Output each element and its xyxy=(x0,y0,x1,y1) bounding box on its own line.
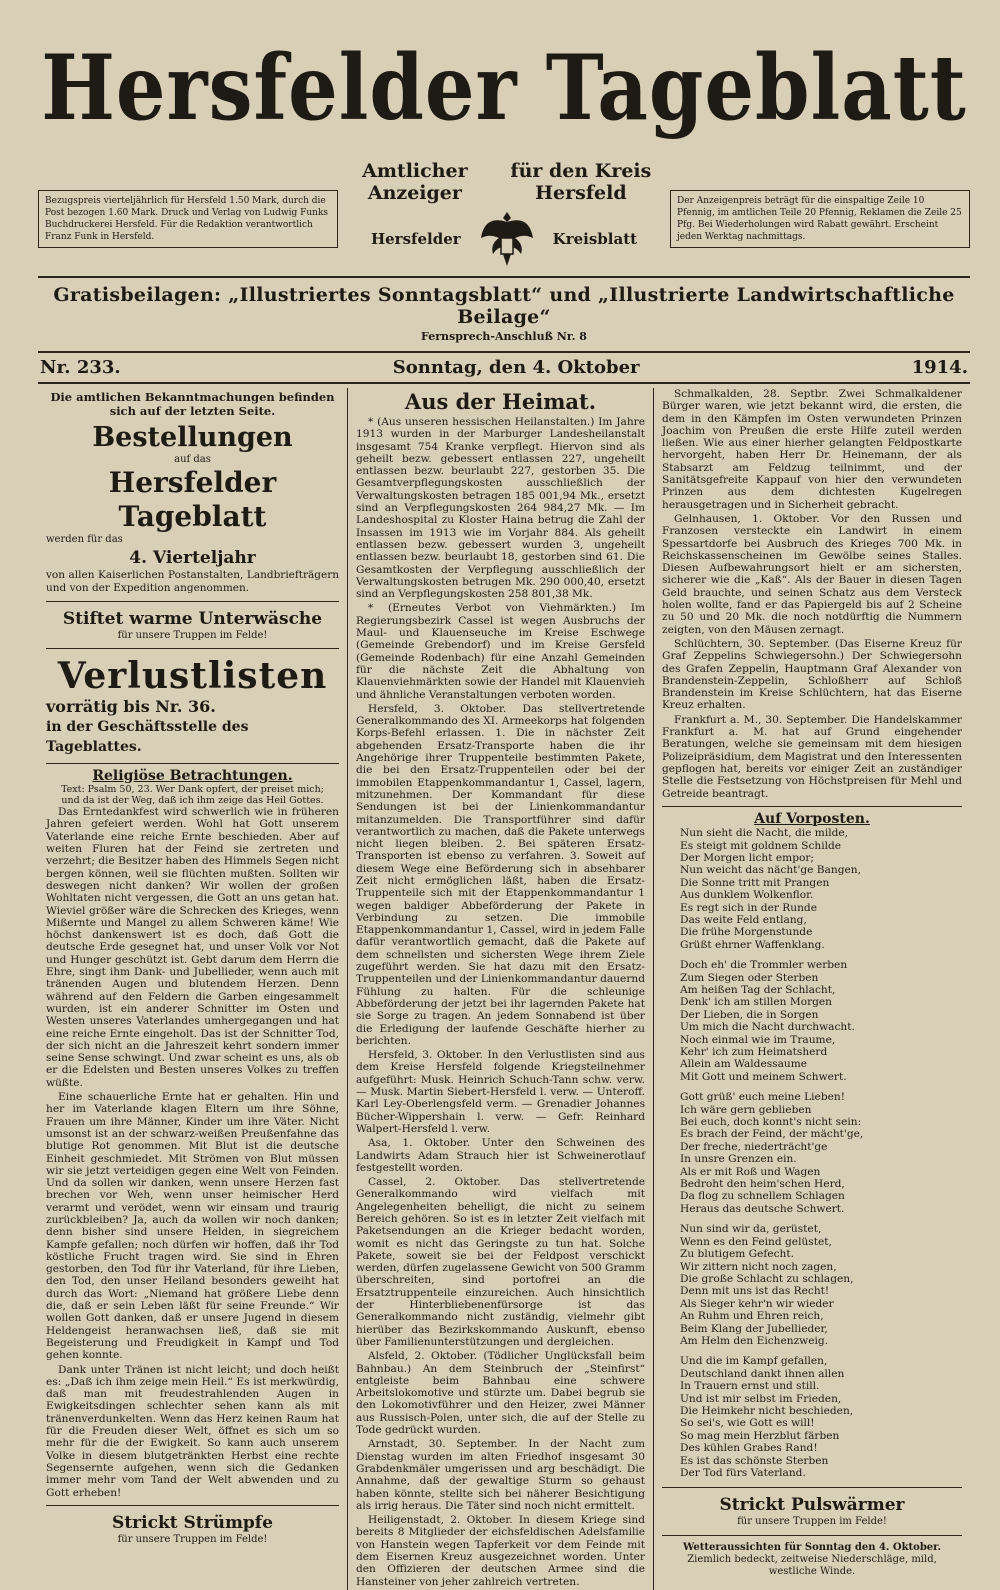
poem-stanza: Nun sind wir da, gerüstet, Wenn es den Feind gelüstet, Zu blutigem Gefecht. Wir zittern nicht noch zagen, Die große Schlacht zu schlagen, Denn mit uns ist das Recht! Als Sieger kehr'n wir wieder An Ruhm und Ehren reich, Beim Klang der Jubellieder, Am Helm den Eichenzweig. xyxy=(680,1223,854,1347)
dateline xyxy=(38,351,970,384)
order-note: von allen Kaiserlichen Postanstalten, Landbriefträgern und von der Expedition angenommen. xyxy=(46,568,339,594)
poem-stanza: Und die im Kampf gefallen, Deutschland dankt ihnen allen In Trauern ernst und still. Und ist mir selbst im Frieden, Die Heimkehr nicht beschieden, So sei's, wie Gott es will! So mag mein Herzblut färben Des kühlen Grabes Rand! Es ist das schönste Sterben Der Tod fürs Vaterland. xyxy=(680,1355,854,1479)
bestellungen-heading: Bestellungen xyxy=(92,422,293,453)
religion-paragraph: Das Erntedankfest wird schwerlich wie in früheren Jahren gefeiert werden. Wohl hat Gott unserem Vaterlande eine reiche Ernte beschieden. Aber auf weiten Fluren hat der Feind sie zertreten und verzehrt; die Besitzer haben des Himmels Segen nicht bergen können, weil sie flüchten mußten. Sollten wir deswegen nicht danken? Wir wollen der großen Wohltaten nicht vergessen, die Gott an uns getan hat. Wieviel größer wäre die Schrecken des Krieges, wenn Mißernte und Mangel zu allem Schweren käme! Wie höchst dankenswert ist es doch, daß Gott die deutsche Erde gesegnet hat, und unser Volk vor Not und Hunger geschützt ist. Gebt darum dem Herrn die Ehre, singt ihm Dank- und Jubellieder, wenn auch mit tränenden Augen und blutendem Herzen. Denn während auf den Feldern die Garben eingesammelt wurden, ist ein anderer Schnitter im Osten und Westen unseres Vaterlandes umhergegangen und hat eine reiche Ernte eingeholt. Das ist der Schnitter Tod, der sich nicht an die Jahreszeit kehrt sondern immer seine Sense schwingt. Und zwar scheint es uns, als ob er die Edelsten und Besten unseres Volkes zu treffen wüßte. xyxy=(46,806,339,1089)
auf-das-text: auf das xyxy=(174,454,211,465)
supplements-line: Gratisbeilagen: „Illustriertes Sonntagsblatt“ und „Illustrierte Landwirtschaftliche Beilage“ xyxy=(53,284,955,328)
poem-stanza: Gott grüß' euch meine Lieben! Ich wäre gern geblieben Bei euch, doch konnt's nicht sein: Es brach der Feind, der mächt'ge, Der freche, niederträcht'ge In unsre Grenzen ein. Als er mit Roß und Wagen Bedroht den heim'schen Herd, Da flog zu schnellem Schlagen Heraus das deutsche Schwert. xyxy=(680,1091,864,1215)
subscription-box: Bezugspreis vierteljährlich für Hersfeld 1.50 Mark, durch die Post bezogen 1.60 Mark. Druck und Verlag von Ludwig Funks Buchdruckerei Hersfeld. Für die Redaktion verantwortlich Franz Funk in Hersfeld. xyxy=(38,190,338,248)
divider xyxy=(662,1487,962,1488)
heimat-heading: Aus der Heimat. xyxy=(404,389,597,414)
news-paragraph: Gelnhausen, 1. Oktober. Vor den Russen und Franzosen versteckte ein Landwirt in einem Spessartdorfe bei Ausbruch des Krieges 700 Mk. in Reichskassenscheinen im Gewölbe seines Stalles. Diesen Aufbewahrungsort hielt er am sichersten, sicherer wie die „Kaß“. Als der Bauer in diesen Tagen Geld brauchte, und seinen Schatz aus dem Versteck holen wollte, fand er das Papiergeld bis auf 2 Scheine zu 50 und 20 Mk. die noch notdürftig die Nummern zeigten, von den Mäusen zernagt. xyxy=(662,512,962,636)
religion-heading: Religiöse Betrachtungen. xyxy=(92,767,293,784)
religion-verse: Text: Psalm 50, 23. Wer Dank opfert, der preiset mich; und da ist der Weg, daß ich ihm zeige das Heil Gottes. xyxy=(61,784,324,807)
eagle-icon xyxy=(479,208,535,270)
stiftet-heading: Stiftet warme Unterwäsche xyxy=(62,608,323,629)
eagle-right-label: Kreisblatt xyxy=(552,230,638,248)
news-paragraph: Schlüchtern, 30. September. (Das Eiserne Kreuz für Graf Zeppelins Schwiegersohn.) Der Schwiegersohn des Grafen Zeppelin, Hauptmann Graf Alexander von Brandenstein-Zeppelin, Schloßherr auf Schloß Brandenstein im Kreise Schlüchtern, hat das Eiserne Kreuz erhalten. xyxy=(662,637,962,712)
subhead-center xyxy=(338,160,670,270)
poem-heading: Auf Vorposten. xyxy=(754,810,870,827)
tageblatt-heading: Hersfelder Tageblatt xyxy=(108,466,277,534)
divider xyxy=(662,1535,962,1536)
strickt-pulswaermer-heading: Strickt Pulswärmer xyxy=(719,1495,905,1516)
issue-year: 1914. xyxy=(911,357,968,378)
news-paragraph: Heiligenstadt, 2. Oktober. In diesem Kriege sind bereits 8 Mitglieder der eichsfeldischen Adelsfamilie von Hanstein wegen Tapferkeit vor dem Feinde mit dem Eisernen Kreuz ausgezeichnet worden. Unter den Offizieren der deutschen Armee sind die Hansteiner von jeher zahlreich vertreten. xyxy=(356,1514,645,1588)
column-3 xyxy=(654,388,970,1590)
vorraetig-line: vorrätig bis Nr. 36. xyxy=(46,696,216,716)
subtitle-left: Amtlicher Anzeiger xyxy=(362,160,468,204)
religion-paragraph: Dank unter Tränen ist nicht leicht; und doch heißt es: „Daß ich ihm zeige mein Heil.“ Es ist merkwürdig, daß man mit freudestrahlenden Augen in Ewigkeitsdingen schlechter sehen kann als mit tränenverdunkelten. Wenn das Herz keinen Raum hat für die Freuden dieser Welt, öffnet es sich um so mehr für die der Ewigkeit. So kann auch unserem Volke in diesem blutgetränkten Herbst eine rechte Segensernte aufgehen, wenn sich die Gedanken immer mehr vom Tand der Welt abwenden und zu Gott erheben! xyxy=(46,1363,339,1499)
troops-note-2: für unsere Truppen im Felde! xyxy=(117,1533,268,1545)
religion-paragraph: Eine schauerliche Ernte hat er gehalten. Hin und her im Vaterlande klagen Eltern um ihre Söhne, Frauen um ihre Männer, Kinder um ihre Väter. Nicht umsonst ist an der schwarz-weißen Preußenfahne das blutige Rot genommen. Mit Blut ist die deutsche Einheit geschmiedet. Mit Strömen von Blut müssen wir sie jetzt verteidigen gegen eine Welt von Feinden. Und da sollen wir danken, wenn unsere Herzen fast brechen vor Weh, wenn unser heimischer Herd verarmt und verödet, wenn wir einsam und traurig zurückbleiben? Ja, auch da wollen wir noch danken; denn bisher sind unsere Helden, in siegreichem Kampfe gefallen; noch dürfen wir hoffen, daß ihr Tod köstliche Frucht tragen wird. Sie sind in Ehren gestorben, den Tod für ihr Vaterland, für ihre Lieben, den Tod, den unser Heiland besonders geweiht hat durch das Wort: „Niemand hat größere Liebe denn die, daß er sein Leben läßt für seine Freunde.“ Wir wollen Gott danken, daß er unsere Jugend in diesem Heldengeist heranwachsen ließ, daß sie mit Begeisterung und Freudigkeit in Kampf und Tod gehen konnte. xyxy=(46,1091,339,1362)
poem-stanza: Doch eh' die Trommler werben Zum Siegen oder Sterben Am heißen Tag der Schlacht, Denk' ich am stillen Morgen Der Lieben, die in Sorgen Um mich die Nacht durchwacht. Noch einmal wie im Traume, Kehr' ich zum Heimatsherd Allein am Waldessaume Mit Gott und meinem Schwert. xyxy=(680,959,855,1083)
divider xyxy=(46,763,339,764)
divider xyxy=(46,648,339,649)
columns xyxy=(38,388,970,1590)
strickt-struempfe-heading: Strickt Strümpfe xyxy=(112,1512,273,1533)
divider xyxy=(38,276,970,278)
poem-stanza: Nun sieht die Nacht, die milde, Es steigt mit goldnem Schilde Der Morgen licht empor; Nun weicht das nächt'ge Bangen, Die Sonne tritt mit Prangen Aus dunklem Wolkenflor. Es regt sich in der Runde Das weite Feld entlang, Die frühe Morgenstunde Grüßt ehrner Waffenklang. xyxy=(680,827,861,951)
werden-fuer-text: werden für das xyxy=(46,534,123,546)
news-paragraph: Arnstadt, 30. September. In der Nacht zum Dienstag wurden im alten Friedhof insgesamt 30 Grabdenkmäler umgerissen und arg beschädigt. Die Annahme, daß der gewaltige Sturm so gehaust haben könnte, stellte sich bei näherer Besichtigung als irrig heraus. Die Täter sind noch nicht ermittelt. xyxy=(356,1438,645,1512)
news-paragraph: Asa, 1. Oktober. Unter den Schweinen des Landwirts Adam Strauch hier ist Schweinerotlauf festgestellt worden. xyxy=(356,1137,645,1174)
news-paragraph: Cassel, 2. Oktober. Das stellvertretende Generalkommando wird vielfach mit Angelegenheiten behelligt, die nicht zu seinem Bereich gehören. So ist es in letzter Zeit vielfach mit Paketsendungen an die Krieger bedacht worden, womit es nicht das Geringste zu tun hat. Solche Pakete, soweit sie bei der Feldpost verschickt werden, dürfen zugelassene Gewicht von 500 Gramm überschreiten, sind portofrei an die Ersatztruppenteile einzureichen. Auch hinsichtlich der Hinterbliebenenfürsorge ist das Generalkommando nicht zuständig, vielmehr gibt hierüber das Bezirkskommando Auskunft, ebenso über Familienunterstützungen und dergleichen. xyxy=(356,1176,645,1348)
news-paragraph: Hersfeld, 3. Oktober. In den Verlustlisten sind aus dem Kreise Hersfeld folgende Kriegsteilnehmer aufgeführt: Musk. Heinrich Schuch-Tann schw. verw. — Musk. Martin Siebert-Hersfeld l. verw. — Unteroff. Karl Ley-Oberlengsfeld verm. — Grenadier Johannes Bücher-Wippershain l. verw. — Gefr. Reinhard Walpert-Hersfeld l. verw. xyxy=(356,1049,645,1135)
news-paragraph: * (Erneutes Verbot von Viehmärkten.) Im Regierungsbezirk Cassel ist wegen Ausbruchs der Maul- und Klauenseuche im Kreise Eschwege (Gemeinde Grebendorf) und im Kreise Gersfeld (Gemeinde Rodenbach) für eine Anzahl Gemeinden für die nächste Zeit die Abhaltung von Klauenviehmärkten sowie der Handel mit Klauenvieh und ähnliche Veranstaltungen verboten worden. xyxy=(356,602,645,701)
weather-text: Ziemlich bedeckt, zeitweise Niederschläge, mild, westliche Winde. xyxy=(687,1554,937,1578)
eagle-row xyxy=(338,208,670,270)
divider xyxy=(46,1505,339,1506)
news-paragraph: * (Aus unseren hessischen Heilanstalten.) Im Jahre 1913 wurden in der Marburger Landesheilanstalt insgesamt 754 Kranke verpflegt. Hiervon sind als geheilt bezw. gebessert entlassen 227, ungeheilt entlassen bezw. beurlaubt 227, gestorben 35. Die Gesamtverpflegungskosten ausschließlich der Verwaltungskosten betragen 185 001,94 Mk., ersetzt sind an Verpflegungskosten 264 984,27 Mk. — Im Landeshospital zu Kloster Haina betrug die Zahl der Insassen im 1913 wie im Vorjahr 884. Als geheilt entlassen bezw. gebessert wurden 3, ungeheilt entlassen bezw. beurlaubt 18, gestorben sind 61. Die Gesamtkosten der Verpflegung ausschließlich der Verwaltungskosten betrugen Mk. 290 000,40, ersetzt sind an Verpflegungskosten 258 801,38 Mk. xyxy=(356,416,645,601)
issue-date: Sonntag, den 4. Oktober xyxy=(392,357,640,378)
eagle-left-label: Hersfelder xyxy=(370,230,461,248)
poem xyxy=(662,827,962,1479)
issue-number: Nr. 233. xyxy=(40,357,121,378)
quarter-heading: 4. Vierteljahr xyxy=(129,547,256,568)
troops-note-3: für unsere Truppen im Felde! xyxy=(737,1516,887,1528)
column-1 xyxy=(38,388,348,1590)
verlustlisten-heading: Verlustlisten xyxy=(57,654,328,697)
advert-price-box: Der Anzeigenpreis beträgt für die einspaltige Zeile 10 Pfennig, im amtlichen Teile 20 Pfennig, Reklamen die Zeile 25 Pfg. Bei Wiederholungen wird Rabatt gewährt. Erscheint jeden Werktag nachmittags. xyxy=(670,190,970,248)
divider xyxy=(46,601,339,602)
notice-intro: Die amtlichen Bekanntmachungen befinden sich auf der letzten Seite. xyxy=(50,390,335,418)
geschaeftsstelle-line: in der Geschäftsstelle des Tageblattes. xyxy=(46,718,249,755)
weather-heading: Wetteraussichten für Sonntag den 4. Oktober. xyxy=(682,1541,942,1553)
telephone-line: Fernsprech-Anschluß Nr. 8 xyxy=(421,330,587,343)
subhead xyxy=(38,160,970,270)
news-paragraph: Alsfeld, 2. Oktober. (Tödlicher Unglücksfall beim Bahnbau.) An dem Steinbruch der „Steinfirst“ entgleiste beim Bahnbau eine schwere Arbeitslokomotive und stürzte um. Dabei begrub sie den Lokomotivführer und den Heizer, zwei Männer aus Russisch-Polen, unter sich, die auf der Stelle zu Tode gedrückt wurden. xyxy=(356,1350,645,1437)
troops-note-1: für unsere Truppen im Felde! xyxy=(117,629,268,641)
news-paragraph: Schmalkalden, 28. Septbr. Zwei Schmalkaldener Bürger waren, wie jetzt bekannt wird, die ersten, die dem in den Kämpfen im Osten verwundeten Prinzen Joachim von Preußen die erste Hilfe zuteil werden ließen. Wie aus einer hierher gelangten Feldpostkarte hervorgeht, haben Herr Dr. Heinemann, der als Stabsarzt am Feldzug teilnimmt, und der Sanitätsgefreite Kappauf von hier den verwundeten Prinzen aus dem dichtesten Kugelregen herausgetragen und in Sicherheit gebracht. xyxy=(662,388,962,511)
divider xyxy=(662,806,962,807)
news-paragraph: Frankfurt a. M., 30. September. Die Handelskammer Frankfurt a. M. hat auf Grund eingehender Beratungen, welche sie gemeinsam mit dem hiesigen Polizeipräsidium, dem Magistrat und den Interessenten gepflogen hat, bereits vor einiger Zeit an zuständiger Stelle die Festsetzung von Höchstpreisen für Mehl und Getreide beantragt. xyxy=(662,713,962,800)
news-paragraph: Hersfeld, 3. Oktober. Das stellvertretende Generalkommando des XI. Armeekorps hat folgenden Korps-Befehl erlassen. 1. Die in nächster Zeit abgehenden Ersatz-Transporte haben die ihr Angehörige ihrer Truppenteile bestimmten Pakete, die bei den Ersatz-Truppenteilen oder bei der immobilen Etappenkommandantur 1, Cassel, lagern, mitzunehmen. Der Kommandant für diese Sendungen ist bei der Linienkommandantur mitanzumelden. Die Transportführer sind dafür verantwortlich zu machen, daß die Pakete unterwegs nicht liegen bleiben. 2. Bei späteren Ersatz-Transporten ist ebenso zu verfahren. 3. Soweit auf diesem Wege eine Beförderung sich in absehbarer Zeit nicht ermöglichen läßt, haben die Ersatz-Truppenteile sich mit der Etappenkommandantur 1 wegen baldiger Abbeförderung der Pakete in Verbindung zu setzen. Die immobile Etappenkommandantur 1, Cassel, wird in jedem Falle dafür verantwortlich gemacht, daß die Pakete auf dem schnellsten und sichersten Wege ihrem Ziele zugeführt werden. Sie hat dazu mit den Ersatz-Truppenteilen und der Linienkommandantur dauernd Fühlung zu halten. Für die schleunige Abbeförderung der jetzt bei ihr lagernden Pakete hat sie Sorge zu tragen. An jedem Sonnabend ist über die Erledigung der laufende Geschäfte hierher zu berichten. xyxy=(356,702,645,1047)
column-2 xyxy=(348,388,654,1590)
subtitle-right: für den Kreis Hersfeld xyxy=(510,160,652,204)
masthead-title: Hersfelder Tageblatt xyxy=(41,36,967,141)
